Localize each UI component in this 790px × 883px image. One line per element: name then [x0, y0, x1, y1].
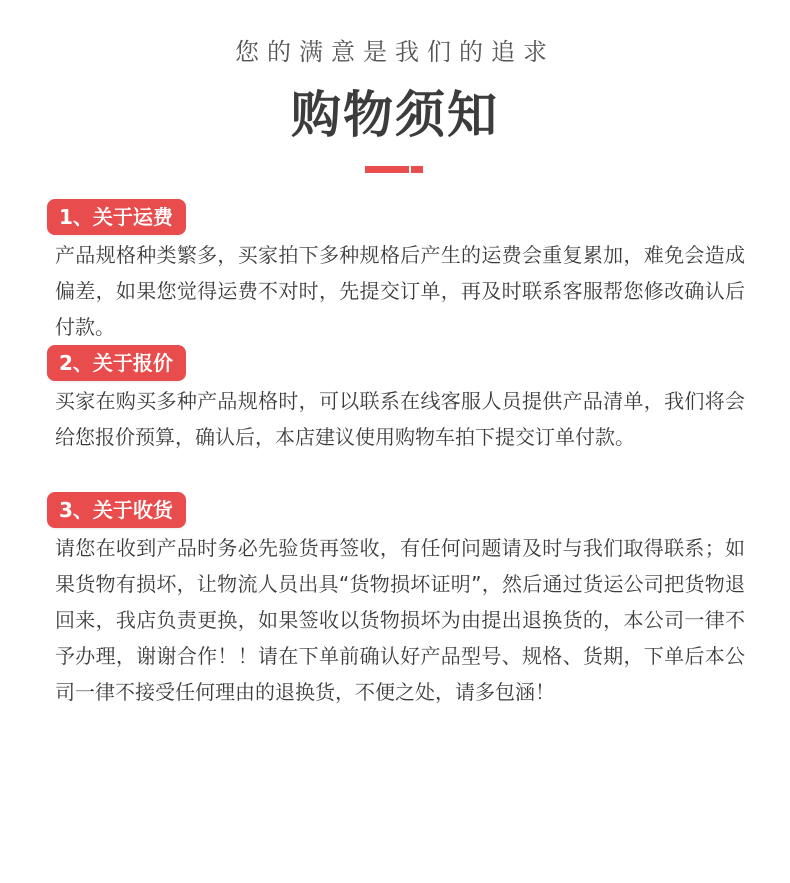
section-label-shipping: 1、关于运费: [47, 199, 186, 235]
section-body-receiving: 请您在收到产品时务必先验货再签收，有任何问题请及时与我们取得联系；如果货物有损坏，让物流人员出具“货物损坏证明”，然后通过货运公司把货物退回来，我店负责更换，如果签收以货物损坏为由提出退换货的，本公司一律不予办理，谢谢合作！！请在下单前确认好产品型号、规格、货期，下单后本公司一律不接受任何理由的退换货，不便之处，请多包涵！: [55, 536, 745, 704]
section-label-quote: 2、关于报价: [47, 345, 186, 381]
page-title: 购物须知: [291, 86, 499, 144]
section-body-shipping: 产品规格种类繁多，买家拍下多种规格后产生的运费会重复累加，难免会造成偏差，如果您觉得运费不对时，先提交订单，再及时联系客服帮您修改确认后付款。: [55, 243, 745, 339]
divider-segment-short: [411, 166, 423, 173]
section-label-receiving: 3、关于收货: [47, 492, 186, 528]
divider-segment-long: [365, 166, 409, 173]
title-divider: [365, 166, 423, 173]
page-subtitle: 您的满意是我们的追求: [235, 38, 555, 66]
section-body-quote: 买家在购买多种产品规格时，可以联系在线客服人员提供产品清单，我们将会给您报价预算，确认后，本店建议使用购物车拍下提交订单付款。: [55, 389, 745, 449]
